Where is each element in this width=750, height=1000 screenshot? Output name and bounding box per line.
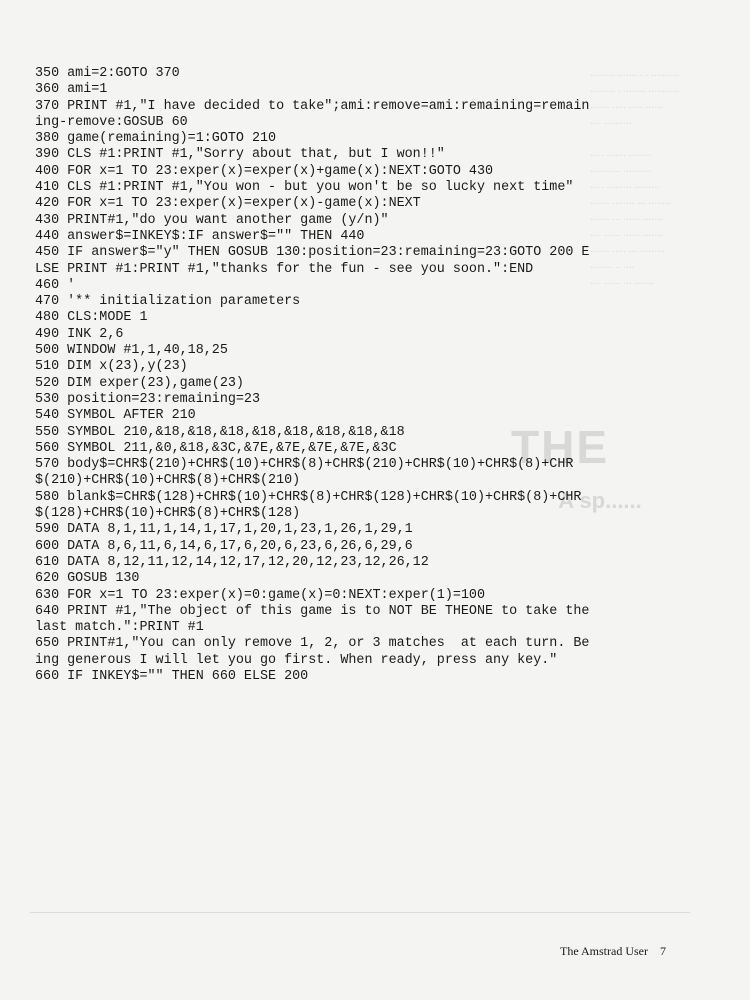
code-line-390: 390 CLS #1:PRINT #1,"Sorry about that, but I won!!" — [35, 147, 445, 163]
code-line-420: 420 FOR x=1 TO 23:exper(x)=exper(x)-game(x):NEXT — [35, 196, 421, 212]
code-line-470: 470 '** initialization parameters — [35, 294, 301, 310]
page-number: 7 — [659, 944, 666, 958]
code-line-380: 380 game(remaining)=1:GOTO 210 — [35, 131, 277, 147]
program-listing — [35, 66, 598, 685]
code-line-620: 620 GOSUB 130 — [35, 571, 140, 587]
code-line-490: 490 INK 2,6 — [35, 326, 124, 342]
code-line-610: 610 DATA 8,12,11,12,14,12,17,12,20,12,23,12,26,12 — [35, 554, 429, 570]
code-line-540: 540 SYMBOL AFTER 210 — [35, 408, 196, 424]
code-line-510: 510 DIM x(23),y(23) — [35, 359, 188, 375]
code-line-430: 430 PRINT#1,"do you want another game (y/n)" — [35, 212, 389, 228]
code-line-450: 450 IF answer$="y" THEN GOSUB 130:position=23:remaining=23:GOTO 200 ELSE PRINT #1:PRINT #1,"thanks for the fun - see you soon.":END — [35, 245, 590, 277]
code-line-550: 550 SYMBOL 210,&18,&18,&18,&18,&18,&18,&18,&18 — [35, 424, 405, 440]
publication-name: The Amstrad User — [560, 944, 648, 958]
code-line-530: 530 position=23:remaining=23 — [35, 391, 260, 407]
code-line-580: 580 blank$=CHR$(128)+CHR$(10)+CHR$(8)+CHR$(128)+CHR$(10)+CHR$(8)+CHR$(128)+CHR$(10)+CHR$(8)+CHR$(128) — [35, 489, 582, 522]
code-line-600: 600 DATA 8,6,11,6,14,6,17,6,20,6,23,6,26,6,29,6 — [35, 538, 413, 554]
code-line-500: 500 WINDOW #1,1,40,18,25 — [35, 343, 228, 359]
code-line-590: 590 DATA 8,1,11,1,14,1,17,1,20,1,23,1,26,1,29,1 — [35, 522, 413, 538]
code-line-480: 480 CLS:MODE 1 — [35, 310, 148, 326]
page-footer — [560, 944, 666, 959]
code-line-630: 630 FOR x=1 TO 23:exper(x)=0:game(x)=0:NEXT:exper(1)=100 — [35, 587, 485, 603]
code-line-640: 640 PRINT #1,"The object of this game is to NOT BE THEONE to take the last match.":PRINT #1 — [35, 603, 598, 636]
code-line-650: 650 PRINT#1,"You can only remove 1, 2, or 3 matches at each turn. Being generous I will let you go first. When ready, press any key." — [35, 636, 590, 668]
code-line-410: 410 CLS #1:PRINT #1,"You won - but you won't be so lucky next time" — [35, 180, 574, 196]
code-line-440: 440 answer$=INKEY$:IF answer$="" THEN 440 — [35, 228, 365, 244]
code-line-520: 520 DIM exper(23),game(23) — [35, 375, 244, 391]
code-line-560: 560 SYMBOL 211,&0,&18,&3C,&7E,&7E,&7E,&7E,&3C — [35, 440, 397, 456]
code-line-360: 360 ami=1 — [35, 82, 108, 98]
code-line-370: 370 PRINT #1,"I have decided to take";ami:remove=ami:remaining=remaining-remove:GOSUB 60 — [35, 98, 590, 130]
code-line-350: 350 ami=2:GOTO 370 — [35, 66, 180, 81]
code-line-460: 460 ' — [35, 277, 76, 293]
code-line-660: 660 IF INKEY$="" THEN 660 ELSE 200 — [35, 668, 309, 684]
code-line-400: 400 FOR x=1 TO 23:exper(x)=exper(x)+game(x):NEXT:GOTO 430 — [35, 163, 494, 179]
code-line-570: 570 body$=CHR$(210)+CHR$(10)+CHR$(8)+CHR$(210)+CHR$(10)+CHR$(8)+CHR$(210)+CHR$(10)+CHR$(8)+CHR$(210) — [35, 457, 574, 489]
